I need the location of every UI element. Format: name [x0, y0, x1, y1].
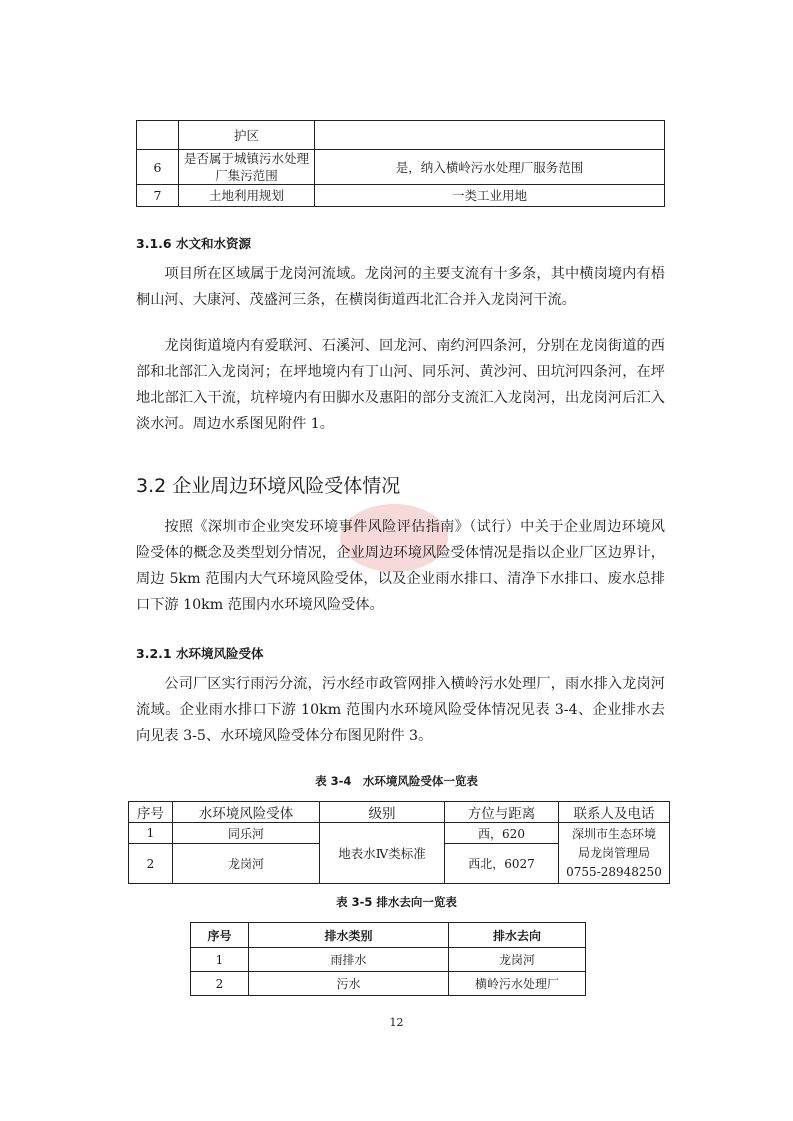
- column-header: 方位与距离: [445, 802, 559, 823]
- row-number: 1: [191, 948, 249, 972]
- table-header-row: [129, 802, 670, 823]
- table-row: [137, 185, 665, 207]
- receptor-name: 龙岗河: [173, 844, 320, 884]
- section-heading-3-2-1: 3.2.1 水环境风险受体: [136, 646, 264, 661]
- row-number: 2: [129, 844, 173, 884]
- column-header: 序号: [129, 802, 173, 823]
- table-caption: 表 3-4 水环境风险受体一览表: [315, 774, 478, 788]
- table-row: [129, 823, 670, 844]
- table-row: [191, 948, 586, 972]
- row-number: [137, 121, 179, 150]
- drain-type: 雨排水: [249, 948, 449, 972]
- direction-distance: 西北，6027: [445, 844, 559, 884]
- table-header-row: [191, 923, 586, 948]
- drain-destination: 龙岗河: [449, 948, 586, 972]
- water-receptor-table: [128, 801, 670, 884]
- contact-cell: [559, 823, 670, 884]
- contact-line: 0755-28948250: [566, 864, 662, 879]
- paragraph: 项目所在区域属于龙岗河流域。龙岗河的主要支流有十多条，其中横岗境内有梧桐山河、大康河、茂盛河三条，在横岗街道西北汇合并入龙岗河干流。: [136, 266, 665, 308]
- section-heading-3-1-6: 3.1.6 水文和水资源: [136, 236, 251, 251]
- receptor-name: 同乐河: [173, 823, 320, 844]
- column-header: 级别: [320, 802, 445, 823]
- land-info-table: [136, 120, 665, 207]
- row-item: 护区: [179, 121, 315, 150]
- paragraph: 公司厂区实行雨污分流，污水经市政管网排入横岭污水处理厂，雨水排入龙岗河流域。企业雨水排口下游 10km 范围内水环境风险受体情况见表 3-4、企业排水去向见表 3-5、水环境风险受体分布图见附件 3。: [136, 676, 665, 744]
- table-caption: 表 3-5 排水去向一览表: [336, 895, 457, 909]
- row-item: 土地利用规划: [179, 185, 315, 207]
- table-row: [137, 150, 665, 185]
- row-value: [315, 121, 665, 150]
- row-number: 6: [137, 150, 179, 185]
- table-row: [191, 972, 586, 996]
- table-row: [137, 121, 665, 150]
- column-header: 联系人及电话: [559, 802, 670, 823]
- row-value: 一类工业用地: [315, 185, 665, 207]
- drain-type: 污水: [249, 972, 449, 996]
- row-number: 7: [137, 185, 179, 207]
- direction-distance: 西，620: [445, 823, 559, 844]
- contact-line: 局龙岗管理局: [577, 845, 650, 860]
- column-header: 水环境风险受体: [173, 802, 320, 823]
- row-number: 2: [191, 972, 249, 996]
- paragraph: 龙岗街道境内有爱联河、石溪河、回龙河、南约河四条河，分别在龙岗街道的西部和北部汇入龙岗河；在坪地境内有丁山河、同乐河、黄沙河、田坑河四条河，在坪地北部汇入干流，坑梓境内有田脚水及惠阳的部分支流汇入龙岗河，出龙岗河后汇入淡水河。周边水系图见附件 1。: [136, 338, 665, 432]
- column-header: 排水去向: [449, 923, 586, 948]
- row-value: 是，纳入横岭污水处理厂服务范围: [315, 150, 665, 185]
- row-item: 是否属于城镇污水处理厂集污范围: [179, 150, 315, 185]
- column-header: 序号: [191, 923, 249, 948]
- drainage-table: [190, 922, 586, 996]
- row-number: 1: [129, 823, 173, 844]
- level-cell: 地表水Ⅳ类标准: [320, 823, 445, 884]
- page-number: 12: [389, 1016, 404, 1029]
- paragraph: 按照《深圳市企业突发环境事件风险评估指南》（试行）中关于企业周边环境风险受体的概念及类型划分情况，企业周边环境风险受体情况是指以企业厂区边界计，周边 5km 范围内大气环境风险受体，以及企业雨水排口、清净下水排口、废水总排口下游 10km 范围内水环境风险受体。: [136, 519, 665, 613]
- drain-destination: 横岭污水处理厂: [449, 972, 586, 996]
- column-header: 排水类别: [249, 923, 449, 948]
- section-heading-3-2: 3.2 企业周边环境风险受体情况: [136, 475, 401, 497]
- contact-line: 深圳市生态环境: [571, 826, 656, 841]
